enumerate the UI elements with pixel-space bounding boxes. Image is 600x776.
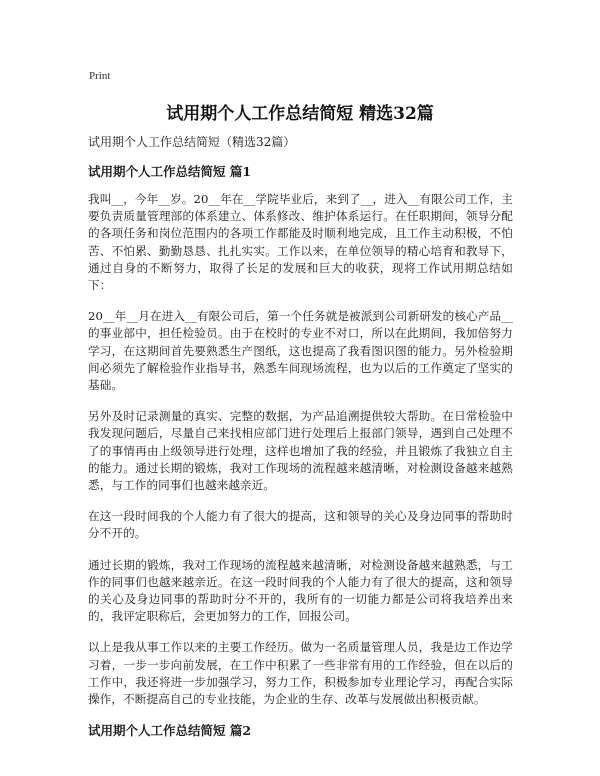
paragraph: 我叫__，今年__岁。20__年在__学院毕业后，来到了__，进入__有限公司工作，主要负责质量管理部的体系建立、体系修改、维护体系运行。在任职期间，领导分配的各项任务和岗位范围内的各项工作都能及时顺利地完成，且工作主动积极，不怕苦、不怕累、勤勤恳恳、扎扎实实。工作以来，在单位领导的精心培育和教导下，通过自身的不断努力，取得了长足的发展和巨大的收获，现将工作试用期总结如下： [88, 192, 513, 293]
document-body [88, 133, 513, 750]
paragraph: 以上是我从事工作以来的主要工作经历。做为一名质量管理人员，我是边工作边学习着，一步一步向前发展，在工作中积累了一些非常有用的工作经验，但在以后的工作中，我还将进一步加强学习，努力工作，积极参加专业理论学习，再配合实际操作，不断提高自己的专业技能，为企业的生存、改革与发展做出积极贡献。 [88, 640, 513, 707]
section-heading: 试用期个人工作总结简短 篇1 [88, 164, 252, 179]
document-subtitle: 试用期个人工作总结简短（精选32篇） [88, 135, 296, 149]
print-label: Print [89, 70, 111, 82]
paragraph: 另外及时记录测量的真实、完整的数据，为产品追溯提供较大帮助。在日常检验中我发现问题后，尽量自己来找相应部门进行处理后上报部门领导，遇到自己处理不了的事情再由上级领导进行处理，这样也增加了我的经验，并且锻炼了我独立自主的能力。通过长期的锻炼，我对工作现场的流程越来越清晰，对检测设备越来越熟悉，与工作的同事们也越来越亲近。 [88, 409, 513, 493]
paragraph: 在这一段时间我的个人能力有了很大的提高，这和领导的关心及身边同事的帮助时分不开的。 [88, 509, 513, 541]
paragraph: 通过长期的锻炼，我对工作现场的流程越来越清晰，对检测设备越来越熟悉，与工作的同事们也越来越亲近。在这一段时间我的个人能力有了很大的提高，这和领导的关心及身边同事的帮助时分不开的，我所有的一切能力都是公司将我培养出来的，我评定职称后，会更加努力的工作，回报公司。 [88, 557, 513, 624]
paragraph: 20__年__月在进入__有限公司后，第一个任务就是被派到公司新研发的核心产品__的事业部中，担任检验员。由于在校时的专业不对口，所以在此期间，我加倍努力学习，在这期间首先要熟悉生产图纸，这也提高了我看图识图的能力。另外检验期间必须先了解检验作业指导书，熟悉车间现场流程，也为以后的工作奠定了坚实的基础。 [88, 309, 513, 393]
page-title: 试用期个人工作总结简短 精选32篇 [166, 104, 434, 124]
section-heading: 试用期个人工作总结简短 篇2 [88, 723, 252, 739]
